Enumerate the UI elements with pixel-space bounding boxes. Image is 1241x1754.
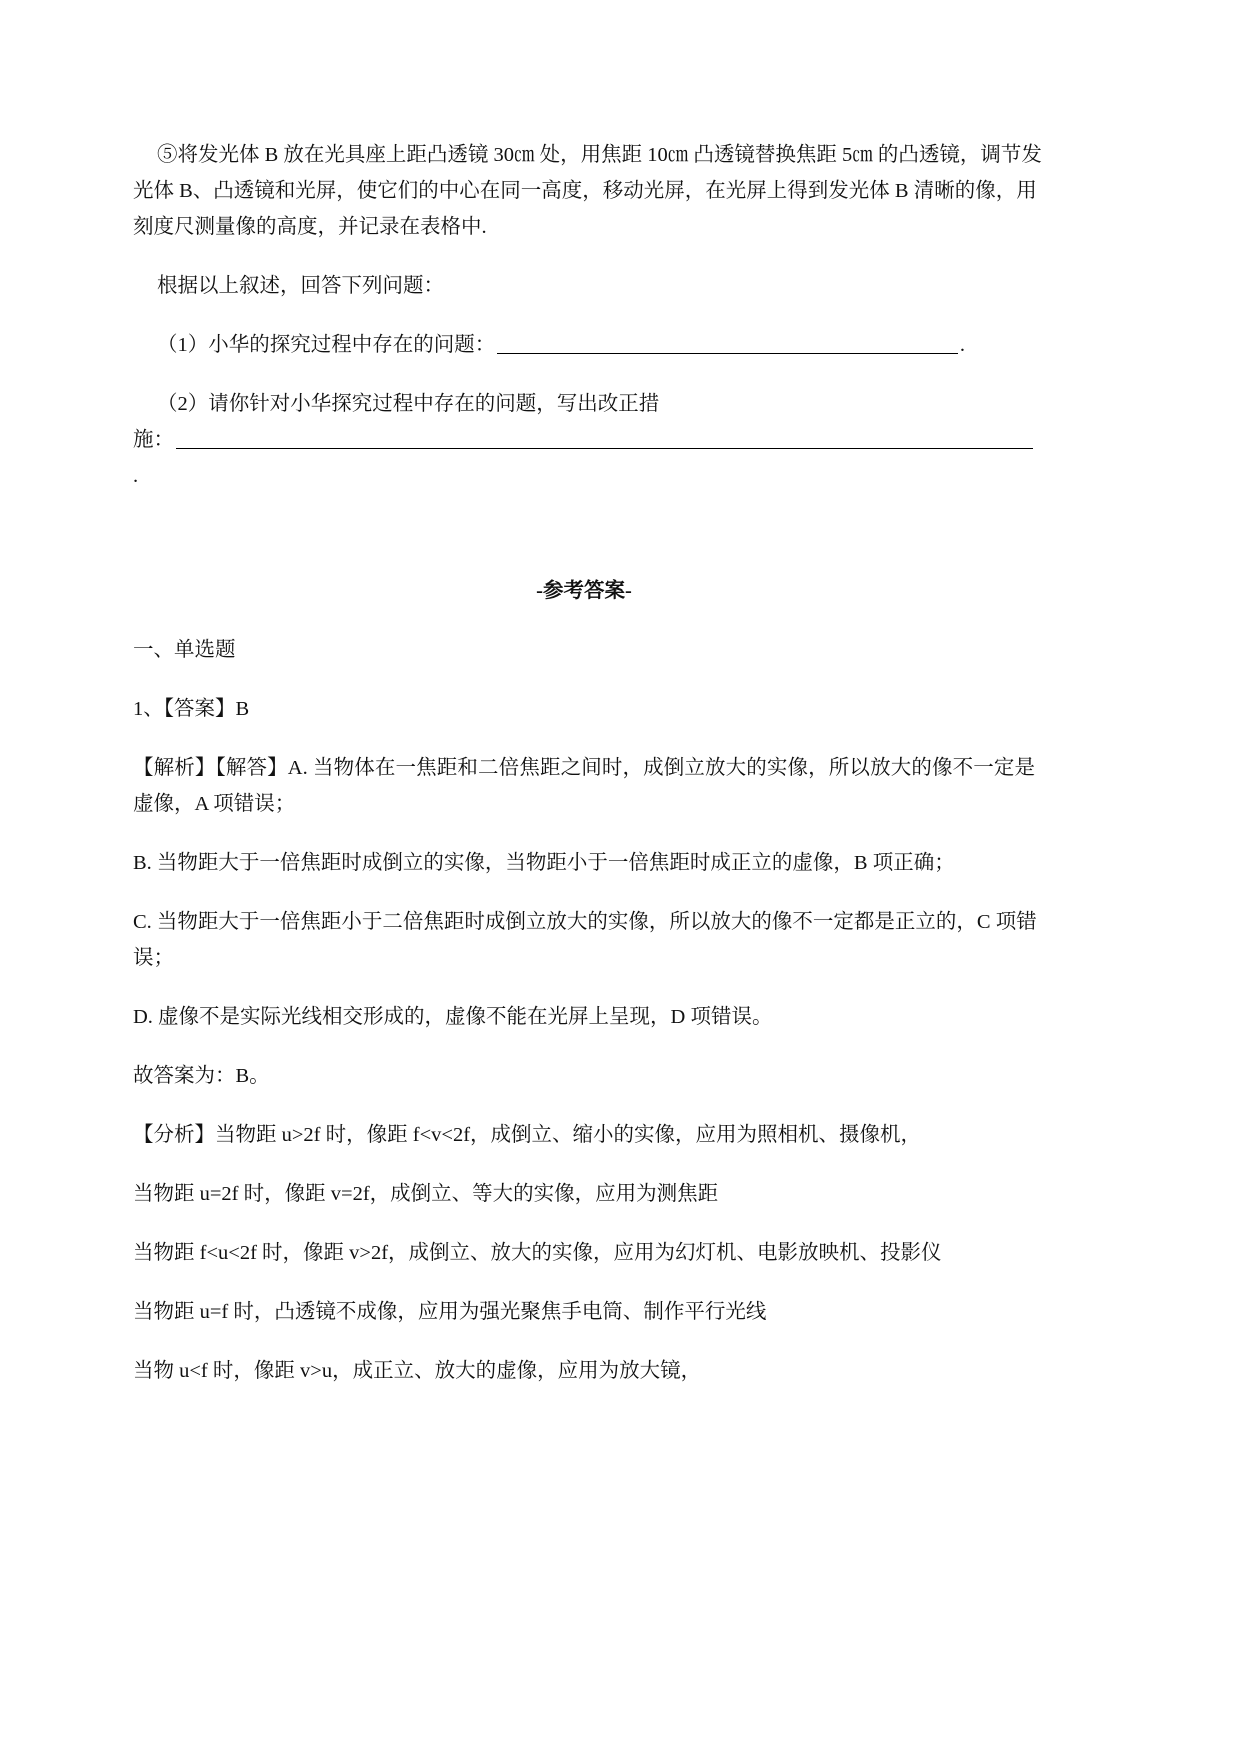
- sub-question-1: [133, 327, 1035, 363]
- answer-1: 1、【答案】B: [133, 698, 250, 720]
- sub-question-2-end: .: [133, 465, 139, 487]
- analysis-paragraph-2: [133, 1176, 1035, 1212]
- analysis-line: 当物距 f<u<2f 时，像距 v>2f，成倒立、放大的实像，应用为幻灯机、电影放映机、投影仪: [133, 1242, 942, 1264]
- answer-blank-1: [497, 327, 958, 354]
- sub-question-1-line: [133, 327, 965, 363]
- section-heading: 一、单选题: [133, 639, 236, 661]
- option-c-line-1: C. 当物距大于一倍焦距小于二倍焦距时成倒立放大的实像，所以放大的像不一定都是正立的，C 项错: [133, 911, 1037, 933]
- sub-question-2-continuation: 施：: [133, 429, 174, 451]
- option-d-paragraph: [133, 999, 1035, 1035]
- analysis-paragraph-5: [133, 1353, 1035, 1389]
- step-5-line-1: ⑤将发光体 B 放在光具座上距凸透镜 30㎝ 处，用焦距 10㎝ 凸透镜替换焦距 5㎝ 的凸透镜，调节发: [157, 144, 1042, 166]
- question-prompt: 根据以上叙述，回答下列问题：: [157, 275, 444, 297]
- analysis-line: 【分析】当物距 u>2f 时，像距 f<v<2f，成倒立、缩小的实像，应用为照相机、摄像机，: [133, 1124, 922, 1146]
- conclusion: 故答案为：B。: [133, 1065, 270, 1087]
- answer-key-title: -参考答案-: [536, 580, 632, 602]
- sub-question-1-end: .: [959, 334, 965, 356]
- sub-question-2-text: （2）请你针对小华探究过程中存在的问题，写出改正措: [157, 393, 660, 415]
- analysis-line: 当物距 u=f 时，凸透镜不成像，应用为强光聚焦手电筒、制作平行光线: [133, 1301, 767, 1323]
- analysis-paragraph-1: [133, 1117, 1035, 1153]
- explanation-line-1: 【解析】【解答】A. 当物体在一焦距和二倍焦距之间时，成倒立放大的实像，所以放大的像不一定是: [133, 757, 1035, 779]
- analysis-line: 当物距 u=2f 时，像距 v=2f，成倒立、等大的实像，应用为测焦距: [133, 1183, 719, 1205]
- step-5-paragraph: [133, 137, 1042, 245]
- sub-question-2: [133, 386, 1035, 494]
- analysis-line: 当物 u<f 时，像距 v>u，成正立、放大的虚像，应用为放大镜，: [133, 1360, 702, 1382]
- answer-blank-2: [176, 422, 1033, 449]
- option-d-explanation: D. 虚像不是实际光线相交形成的，虚像不能在光屏上呈现，D 项错误。: [133, 1006, 773, 1028]
- step-5-line-3: 刻度尺测量像的高度，并记录在表格中.: [133, 216, 487, 238]
- analysis-paragraph-4: [133, 1294, 1035, 1330]
- step-5-line-2: 光体 B、凸透镜和光屏，使它们的中心在同一高度，移动光屏，在光屏上得到发光体 B 清晰的像，用: [133, 180, 1037, 202]
- sub-question-2-continuation-line: [133, 422, 1035, 458]
- option-b-explanation: B. 当物距大于一倍焦距时成倒立的实像，当物距小于一倍焦距时成正立的虚像，B 项正确；: [133, 852, 955, 874]
- option-b-paragraph: [133, 845, 1035, 881]
- document-page: [133, 137, 1042, 1412]
- sub-question-1-text: （1）小华的探究过程中存在的问题：: [157, 334, 496, 356]
- answer-key-title-paragraph: [133, 573, 1035, 609]
- option-c-paragraph: [133, 904, 1035, 976]
- option-c-line-2: 误；: [133, 947, 174, 969]
- section-heading-paragraph: [133, 632, 1035, 668]
- question-prompt-paragraph: [133, 268, 1035, 304]
- explanation-line-2: 虚像，A 项错误；: [133, 793, 296, 815]
- answer-1-paragraph: [133, 691, 1035, 727]
- conclusion-paragraph: [133, 1058, 1035, 1094]
- analysis-paragraph-3: [133, 1235, 1035, 1271]
- explanation-paragraph: [133, 750, 1035, 822]
